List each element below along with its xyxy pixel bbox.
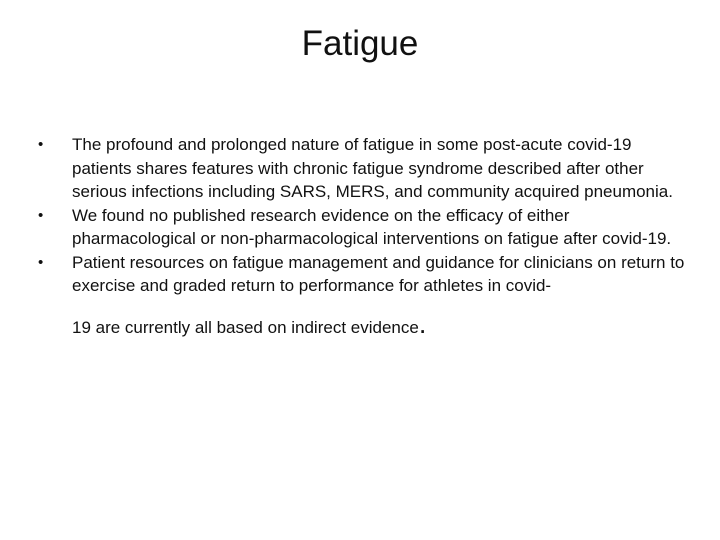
bullet-text: The profound and prolonged nature of fatigue in some post-acute covid-19 patients shares features with chronic fatigue syndrome described after other serious infections including SARS, MERS, and community acquired pneumonia. bbox=[72, 135, 673, 201]
bullet-item bbox=[38, 204, 688, 251]
bullet-tail-text: 19 are currently all based on indirect evidence bbox=[72, 317, 419, 337]
slide-title: Fatigue bbox=[301, 24, 419, 63]
bullet-item bbox=[38, 133, 688, 204]
bullet-text: Patient resources on fatigue management and guidance for clinicians on return to exercise and graded return to performance for athletes in covid- bbox=[72, 252, 685, 295]
bullet-dot-icon: • bbox=[38, 136, 44, 153]
bullet-text-continuation bbox=[72, 308, 688, 340]
bullet-item bbox=[38, 251, 688, 340]
end-period: . bbox=[418, 308, 427, 339]
bullet-dot-icon: • bbox=[38, 253, 44, 271]
bullet-text: We found no published research evidence on the efficacy of either pharmacological or non-pharmacological interventions on fatigue after covid-19. bbox=[72, 205, 672, 248]
bullet-dot-icon: • bbox=[38, 206, 44, 224]
bullet-list bbox=[38, 133, 688, 339]
